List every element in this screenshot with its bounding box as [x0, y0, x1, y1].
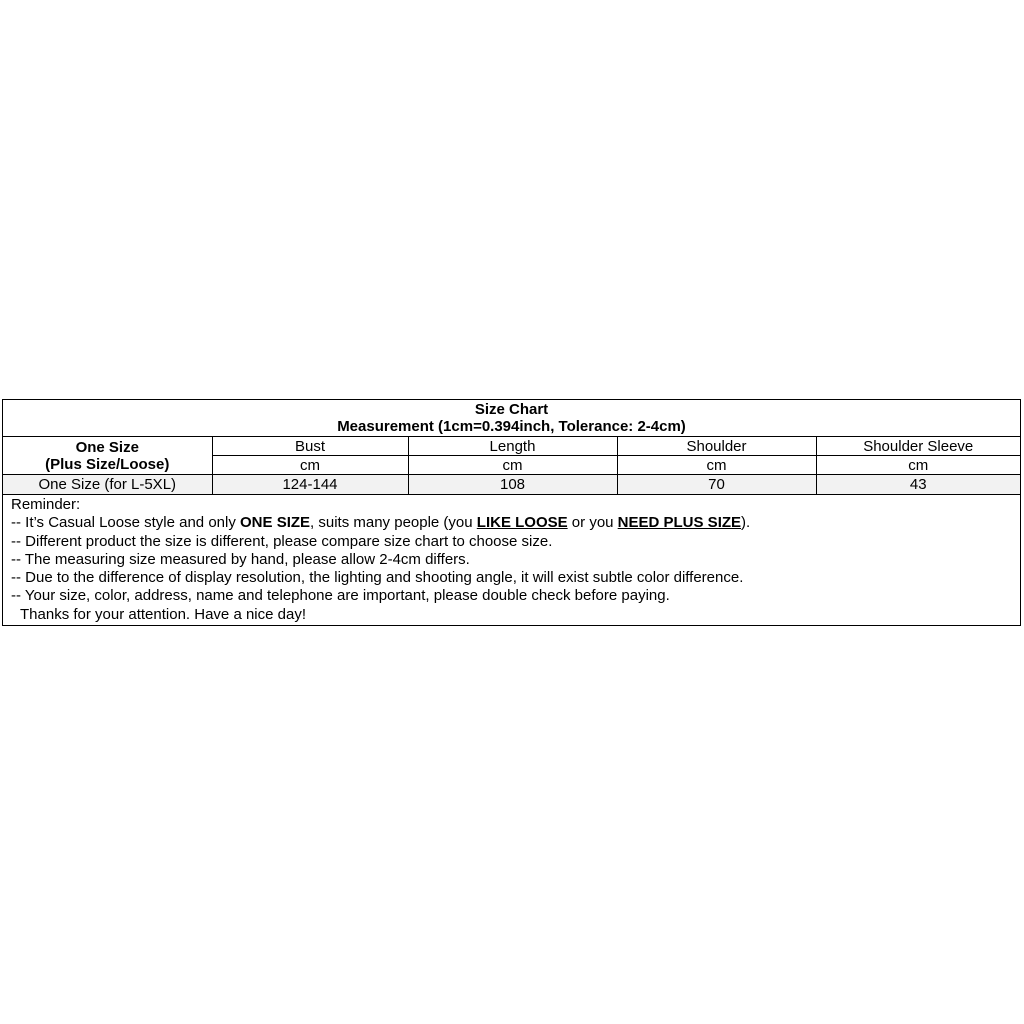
size-chart: [2, 399, 1021, 626]
unit-bust: cm: [212, 456, 408, 475]
reminder-line-2: -- Different product the size is different, please compare size chart to choose size.: [11, 532, 553, 550]
value-shoulder-sleeve: 43: [816, 475, 1020, 495]
unit-shoulder-sleeve: cm: [816, 456, 1020, 475]
table-row: [3, 475, 1020, 495]
column-header-bust: Bust: [212, 437, 408, 456]
chart-subtitle: Measurement (1cm=0.394inch, Tolerance: 2-4cm): [337, 418, 686, 435]
value-shoulder: 70: [617, 475, 816, 495]
reminder-line-5: -- Your size, color, address, name and telephone are important, please double check before paying.: [11, 587, 670, 605]
value-bust: 124-144: [212, 475, 408, 495]
unit-shoulder: cm: [617, 456, 816, 475]
chart-title: Size Chart: [474, 401, 549, 418]
need-plus-size-emphasis: NEED PLUS SIZE: [617, 514, 742, 532]
size-header-line-2: (Plus Size/Loose): [45, 455, 170, 473]
column-header-shoulder-sleeve: Shoulder Sleeve: [816, 437, 1020, 456]
reminder-line-1-text-a: -- It’s Casual Loose style and only: [11, 514, 241, 532]
reminder-section: [3, 495, 1020, 624]
reminder-line-3: -- The measuring size measured by hand, please allow 2-4cm differs.: [11, 550, 470, 568]
reminder-line-1-text-g: ).: [741, 514, 751, 532]
chart-title-cell: [3, 400, 1020, 437]
size-table: [3, 400, 1020, 495]
value-length: 108: [408, 475, 617, 495]
one-size-emphasis: ONE SIZE: [240, 514, 311, 532]
reminder-heading: Reminder:: [11, 496, 81, 513]
unit-length: cm: [408, 456, 617, 475]
column-header-shoulder: Shoulder: [617, 437, 816, 456]
reminder-line-1-text-c: , suits many people (you: [310, 514, 477, 532]
row-label: One Size (for L-5XL): [3, 475, 212, 495]
size-header-line-1: One Size: [75, 438, 139, 456]
size-column-header: [3, 437, 212, 475]
like-loose-emphasis: LIKE LOOSE: [476, 514, 568, 532]
reminder-line-4: -- Due to the difference of display resolution, the lighting and shooting angle, it will exist subtle color difference.: [11, 569, 744, 587]
column-header-length: Length: [408, 437, 617, 456]
reminder-closing: Thanks for your attention. Have a nice day!: [20, 605, 306, 623]
reminder-line-1: [11, 514, 1020, 532]
reminder-line-1-text-e: or you: [567, 514, 618, 532]
